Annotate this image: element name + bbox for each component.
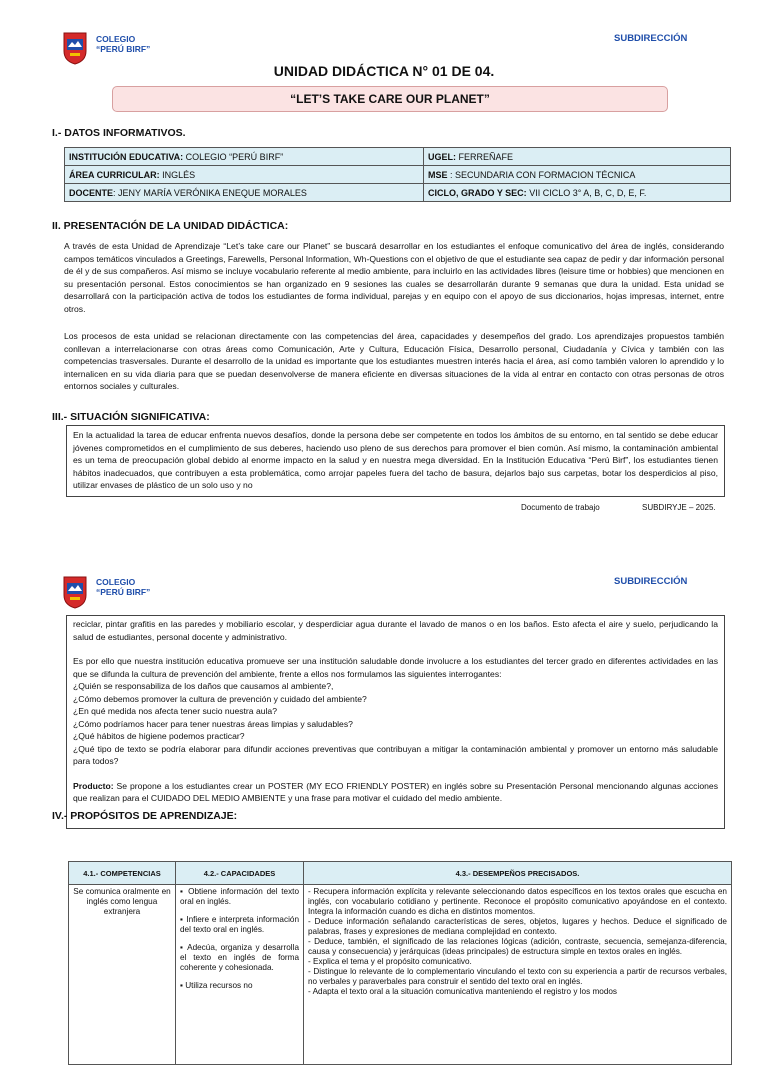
- performance-item: - Deduce, también, el significado de las relaciones lógicas (adición, contraste, secuencia, semejanza-diferencia, causa y consecuencia) y jerárquicas (ideas principales) de estructura simple en textos orales en inglés.: [308, 937, 727, 956]
- column-header-capacidades: 4.2.- CAPACIDADES: [176, 862, 304, 885]
- performance-item: - Explica el tema y el propósito comunicativo.: [308, 957, 472, 966]
- info-row: [65, 166, 731, 184]
- capacity-item: ▪ Obtiene información del texto oral en inglés.: [180, 887, 299, 906]
- info-row: [65, 148, 731, 166]
- info-cell: DOCENTE: JENY MARÍA VERÓNIKA ENEQUE MORALES: [65, 184, 424, 202]
- info-cell: ÁREA CURRICULAR: INGLÉS: [65, 166, 424, 184]
- performance-item: - Recupera información explícita y relevante seleccionando datos específicos en los textos orales que escucha en inglés, con vocabulario cotidiano y pertinente. Reconoce el propósito comunicativo apoyándose en el contexto. Integra la información cuando es dicha en distintos momentos.: [308, 887, 727, 916]
- capacity-item: ▪ Infiere e interpreta información del texto oral en inglés.: [180, 915, 299, 934]
- question-item: ¿Qué hábitos de higiene podemos practicar?: [73, 731, 245, 741]
- presentation-paragraph-1: A través de esta Unidad de Aprendizaje “Let’s take care our Planet” se buscará desarrollar en los estudiantes el enfoque comunicativo del área de inglés, considerando campos temáticos vinculados a Greetings, Farewells, Personal Information, Wh-Questions con el objetivo de que el estudiante sea capaz de pedir y dar información personal de él y de sus compañeros. Así mismo se incluye vocabulario referente al medio ambiente, para incluirlo en las actividades libres (leisure time or hobbies) que mencionen en su presentación personal. Estos conocimientos se han organizado en 9 sesiones las cuales se desarrollarán durante 9 semanas que dura la unidad. Esta unidad se desarrollará con la participación activa de todos los estudiantes de forma individual, parejas y en equipo con el apoyo de sus diccionarios, hojas impresas, internet, entre otros.: [64, 241, 724, 314]
- school-name-line2: “PERÚ BIRF”: [96, 44, 151, 54]
- info-cell: INSTITUCIÓN EDUCATIVA: COLEGIO “PERÚ BIRF”: [65, 148, 424, 166]
- page-title: UNIDAD DIDÁCTICA N° 01 DE 04.: [273, 63, 495, 79]
- school-crest-logo: [62, 31, 88, 65]
- info-cell: UGEL: FERREÑAFE: [424, 148, 731, 166]
- capacities-cell: [176, 885, 304, 1065]
- question-item: ¿Qué tipo de texto se podría elaborar para difundir acciones preventivas que contribuyan a mitigar la contaminación ambiental y promover un entorno más saludable para todos?: [73, 743, 718, 766]
- footer-ref: SUBDIRYJE – 2025.: [642, 503, 716, 512]
- column-header-desempenos: 4.3.- DESEMPEÑOS PRECISADOS.: [304, 862, 732, 885]
- info-row: [65, 184, 731, 202]
- question-item: ¿Cómo podríamos hacer para tener nuestras áreas limpias y saludables?: [73, 718, 353, 729]
- unit-subtitle: “LET’S TAKE CARE OUR PLANET”: [112, 86, 668, 112]
- subdireccion-label: SUBDIRECCIÓN: [614, 576, 688, 587]
- school-name-line1: COLEGIO: [96, 577, 136, 587]
- situation-paragraph-2: Es por ello que nuestra institución educativa promueve ser una institución saludable donde involucre a los estudiantes del tercer grado en diferentes actividades en las que se difunda la cultura de prevención del ambiente, frente a ellos nos formulamos las siguientes interrogantes:: [73, 656, 718, 679]
- info-cell: MSE : SECUNDARIA CON FORMACION TÉCNICA: [424, 166, 731, 184]
- performance-item: - Adapta el texto oral a la situación comunicativa manteniendo el registro y los modos: [308, 987, 618, 996]
- competence-cell: Se comunica oralmente en inglés como lengua extranjera: [69, 885, 176, 1065]
- question-item: ¿Quién se responsabiliza de los daños que causamos al ambiente?,: [73, 681, 334, 691]
- performance-item: - Deduce información señalando características de seres, objetos, lugares y hechos. Deduce el significado de palabras, frases y expresiones de mediana complejidad en contexto.: [308, 917, 727, 936]
- question-item: ¿En qué medida nos afecta tener sucio nuestra aula?: [73, 706, 277, 716]
- question-item: ¿Cómo debemos promover la cultura de prevención y cuidado del ambiente?: [73, 693, 367, 704]
- situation-paragraph-1: En la actualidad la tarea de educar enfrenta nuevos desafíos, donde la persona debe ser competente en todos los ámbitos de su entorno, en tal sentido se debe educar jóvenes comprometidos en el cumplimiento de sus deberes, haciendo uso pleno de sus derechos para promover el bien común. Así mismo, la contaminación ambiental es un tema de preocupación global debido al enorme impacto en la salud y en nuestra mega diversidad. En la Institución Educativa “Perú Birf”, los estudiantes tienen hábitos inadecuados, que contribuyen a esta problemática, como arrojar papeles fuera del tacho de basura, dejarlos bajo sus carpetas, botar los desperdicios al piso, utilizar envases de plástico de un solo uso y no: [73, 430, 718, 490]
- section-presentacion-heading: II. PRESENTACIÓN DE LA UNIDAD DIDÁCTICA:: [52, 220, 289, 232]
- capacity-item: ▪ Adecúa, organiza y desarrolla el texto en inglés de forma coherente y cohesionada.: [180, 943, 299, 972]
- section-situacion-heading: III.- SITUACIÓN SIGNIFICATIVA:: [52, 411, 210, 423]
- purposes-table: [68, 861, 732, 1065]
- footer-doc-label: Documento de trabajo: [521, 503, 600, 512]
- product-paragraph: Producto: Se propone a los estudiantes crear un POSTER (MY ECO FRIENDLY POSTER) en inglés sobre su Presentación Personal mencionando algunas acciones que realizan para el CUIDADO DEL MEDIO AMBIENTE y una frase para motivar el cuidado del medio ambiente.: [73, 780, 718, 803]
- performances-cell: [304, 885, 732, 1065]
- situation-paragraph-1-continued: reciclar, pintar grafitis en las paredes y mobiliario escolar, y desperdiciar agua durante el lavado de manos o en los baños. Esto afecta el aire y suelo, perjudicando la salud de estudiantes, personal docente y administrativo.: [73, 619, 718, 642]
- subdireccion-label: SUBDIRECCIÓN: [614, 33, 688, 44]
- section-propositos-heading: IV.- PROPÓSITOS DE APRENDIZAJE:: [52, 810, 238, 822]
- info-table: [64, 147, 731, 202]
- situation-box: [66, 425, 725, 497]
- school-name-line2: “PERÚ BIRF”: [96, 587, 151, 597]
- presentation-paragraph-2: Los procesos de esta unidad se relacionan directamente con las competencias del área, capacidades y desempeños del grado. Los aprendizajes propuestos también conllevan a interrelacionarse con otras áreas como Comunicación, Arte y Cultura, Educación Física, Desarrollo personal, Ciudadanía y Cívica y también con las competencias trasversales. Durante el desarrollo de la unidad es importante que los estudiantes muestren interés hacia el área, así como también valoren lo aprendido y lo internalicen en su vida diaria para que se puedan desenvolverse de manera eficiente en diversas situaciones de la vida al entrar en contacto con otras personas de otros entornos sociales y culturales.: [64, 331, 724, 391]
- performance-item: - Distingue lo relevante de lo complementario vinculando el texto con su experiencia a partir de recursos verbales, no verbales y paraverbales para construir el sentido del texto oral en inglés.: [308, 967, 727, 986]
- column-header-competencias: 4.1.- COMPETENCIAS: [69, 862, 176, 885]
- school-name-line1: COLEGIO: [96, 34, 136, 44]
- capacity-item: ▪ Utiliza recursos no: [180, 981, 253, 990]
- info-cell: CICLO, GRADO Y SEC: VII CICLO 3° A, B, C, D, E, F.: [424, 184, 731, 202]
- school-crest-logo: [62, 575, 88, 609]
- section-datos-heading: I.- DATOS INFORMATIVOS.: [52, 127, 186, 139]
- situation-box-continued: [66, 615, 725, 829]
